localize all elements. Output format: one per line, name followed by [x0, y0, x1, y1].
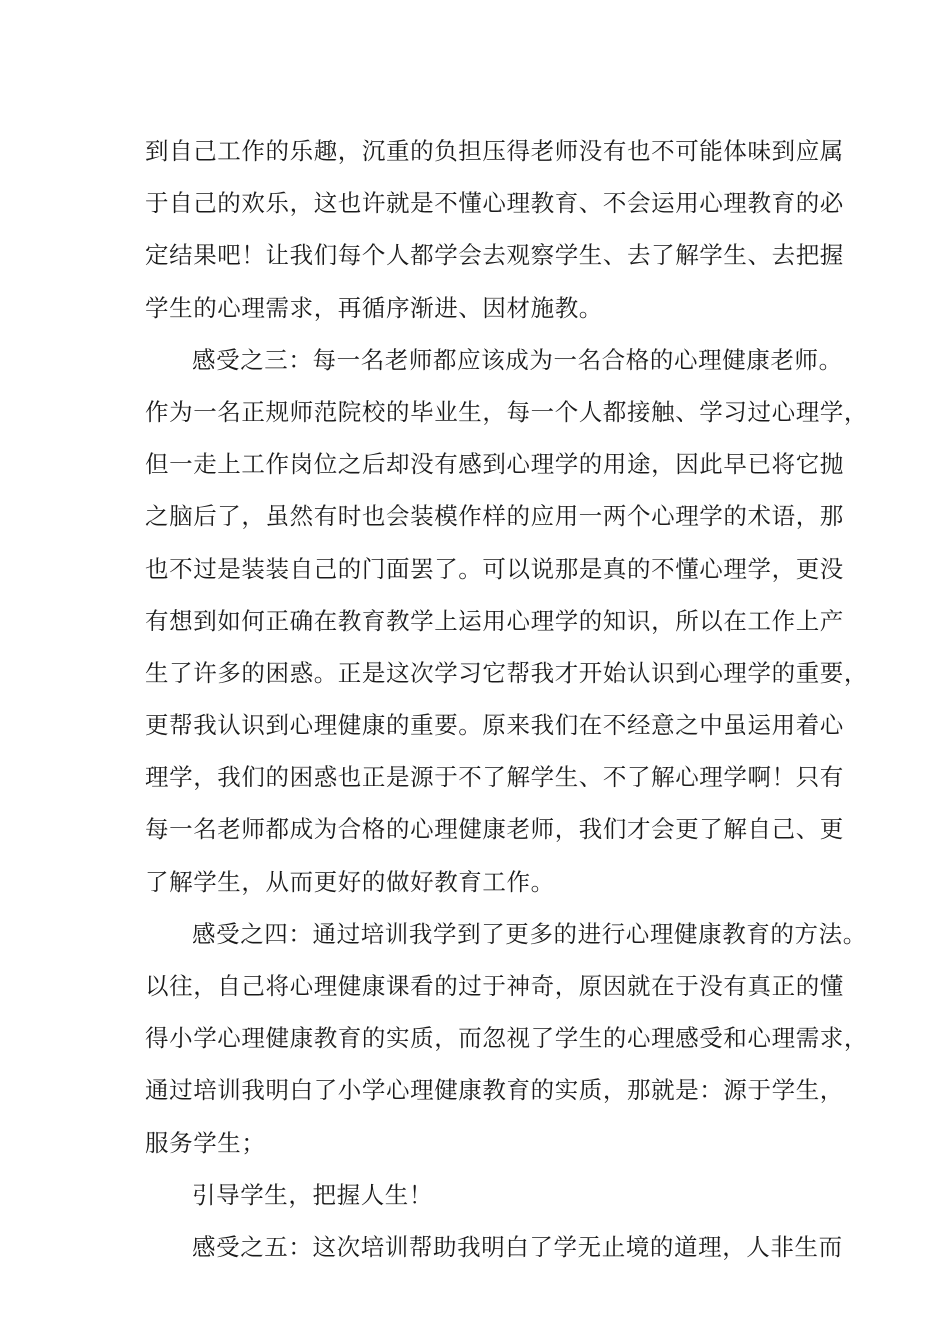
paragraph-start-line: 引导学生，把握人生！	[192, 1180, 433, 1209]
text-line: 到自己工作的乐趣，沉重的负担压得老师没有也不可能体味到应属	[145, 137, 844, 165]
document-body	[145, 125, 868, 1273]
paragraph-start-line: 感受之四：通过培训我学到了更多的进行心理健康教育的方法。	[192, 919, 867, 948]
paragraph-start-line: 感受之三：每一名老师都应该成为一名合格的心理健康老师。	[192, 345, 843, 374]
text-line: 但一走上工作岗位之后却没有感到心理学的用途，因此早已将它抛	[145, 450, 844, 479]
text-line: 学生的心理需求，再循序渐进、因材施教。	[145, 293, 603, 322]
text-line: 更帮我认识到心理健康的重要。原来我们在不经意之中虽运用着心	[145, 711, 844, 740]
text-line: 得小学心理健康教育的实质，而忽视了学生的心理感受和心理需求，	[145, 1024, 868, 1053]
text-line: 于自己的欢乐，这也许就是不懂心理教育、不会运用心理教育的必	[145, 189, 844, 218]
text-line: 理学，我们的困惑也正是源于不了解学生、不了解心理学啊！只有	[145, 763, 844, 792]
text-line: 作为一名正规师范院校的毕业生，每一个人都接触、学习过心理学，	[145, 397, 868, 426]
text-line: 每一名老师都成为合格的心理健康老师，我们才会更了解自己、更	[145, 815, 844, 844]
text-line: 之脑后了，虽然有时也会装模作样的应用一两个心理学的术语，那	[145, 502, 844, 531]
text-line: 生了许多的困惑。正是这次学习它帮我才开始认识到心理学的重要，	[145, 658, 868, 687]
text-line: 有想到如何正确在教育教学上运用心理学的知识，所以在工作上产	[145, 606, 844, 635]
text-line: 也不过是装装自己的门面罢了。可以说那是真的不懂心理学，更没	[145, 554, 844, 583]
text-line: 服务学生；	[145, 1128, 266, 1157]
text-line: 定结果吧！让我们每个人都学会去观察学生、去了解学生、去把握	[145, 241, 844, 270]
paragraph-start-line: 感受之五：这次培训帮助我明白了学无止境的道理，人非生而	[192, 1232, 843, 1261]
text-line: 了解学生，从而更好的做好教育工作。	[145, 867, 555, 896]
text-line: 以往，自己将心理健康课看的过于神奇，原因就在于没有真正的懂	[145, 972, 844, 1000]
text-line: 通过培训我明白了小学心理健康教育的实质，那就是：源于学生，	[145, 1076, 844, 1105]
